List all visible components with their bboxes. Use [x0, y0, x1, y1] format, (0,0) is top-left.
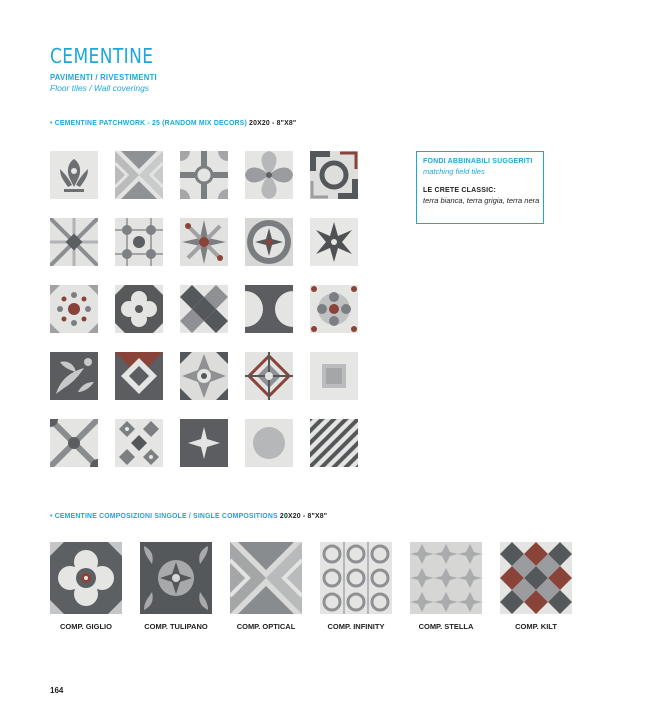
- comp-infinity[interactable]: [320, 542, 392, 631]
- comp-optical[interactable]: [230, 542, 302, 631]
- diagonal-bands-tile[interactable]: [310, 419, 358, 467]
- page-title: CEMENTINE: [50, 44, 154, 68]
- page-number: 164: [50, 686, 64, 695]
- circle-tile[interactable]: [245, 419, 293, 467]
- subtitle-english: Floor tiles / Wall coverings: [50, 83, 150, 93]
- diamond-grid-tile[interactable]: [115, 419, 163, 467]
- checker-diamond-tile[interactable]: [180, 285, 228, 333]
- corner-stripes-tile[interactable]: [310, 151, 358, 199]
- dark-star-tile[interactable]: [180, 419, 228, 467]
- comp-optical-label: COMP. OPTICAL: [236, 622, 296, 631]
- section-single-heading: [50, 511, 327, 520]
- section-patchwork-heading: [50, 118, 296, 127]
- suggested-heading-english: matching field tiles: [423, 167, 485, 176]
- square-tile[interactable]: [310, 352, 358, 400]
- suggested-field-tiles-box: [416, 151, 544, 224]
- section-single-label: • CEMENTINE COMPOSIZIONI SINGOLE / SINGLE COMPOSITIONS: [50, 511, 278, 520]
- lattice-tile[interactable]: [180, 151, 228, 199]
- red-star-tile[interactable]: [180, 218, 228, 266]
- comp-optical-image: [230, 542, 302, 614]
- medallion-tile[interactable]: [245, 218, 293, 266]
- subtitle-italian: PAVIMENTI / RIVESTIMENTI: [50, 72, 157, 82]
- diagonal-stripes-tile[interactable]: [115, 151, 163, 199]
- comp-infinity-image: [320, 542, 392, 614]
- x-cross-tile[interactable]: [50, 419, 98, 467]
- lattice-cross-tile[interactable]: [50, 218, 98, 266]
- suggested-series: LE CRETE CLASSIC:: [423, 187, 497, 194]
- section-patchwork-size: 20X20 - 8"X8": [249, 118, 297, 127]
- comp-kilt[interactable]: [500, 542, 572, 631]
- star-ring-tile[interactable]: [180, 352, 228, 400]
- dot-rosette-tile[interactable]: [50, 285, 98, 333]
- rosette-tile[interactable]: [310, 285, 358, 333]
- arc-tile[interactable]: [245, 285, 293, 333]
- red-diamond-tile[interactable]: [115, 352, 163, 400]
- section-single-size: 20X20 - 8"X8": [279, 511, 328, 520]
- comp-tulipano-label: COMP. TULIPANO: [144, 622, 208, 631]
- clover-tile[interactable]: [115, 285, 163, 333]
- comp-tulipano-image: [140, 542, 212, 614]
- comp-kilt-image: [500, 542, 572, 614]
- patchwork-tile-grid: [50, 151, 358, 467]
- comp-giglio-label: COMP. GIGLIO: [60, 622, 112, 631]
- suggested-heading: FONDI ABBINABILI SUGGERITI: [423, 158, 533, 165]
- petal-tile[interactable]: [245, 151, 293, 199]
- comp-kilt-label: COMP. KILT: [515, 622, 557, 631]
- suggested-colors: terra bianca, terra grigia, terra nera: [423, 196, 540, 205]
- section-patchwork-label: • CEMENTINE PATCHWORK - 25 (RANDOM MIX DECORS): [50, 118, 247, 127]
- floral-grid-tile[interactable]: [115, 218, 163, 266]
- comp-stella-image: [410, 542, 482, 614]
- leaf-swirl-tile[interactable]: [50, 352, 98, 400]
- comp-giglio[interactable]: [50, 542, 122, 631]
- tulip-tile[interactable]: [50, 151, 98, 199]
- comp-stella[interactable]: [410, 542, 482, 631]
- star-tile[interactable]: [310, 218, 358, 266]
- comp-infinity-label: COMP. INFINITY: [327, 622, 385, 631]
- comp-stella-label: COMP. STELLA: [418, 622, 474, 631]
- red-lattice-tile[interactable]: [245, 352, 293, 400]
- comp-tulipano[interactable]: [140, 542, 212, 631]
- comp-giglio-image: [50, 542, 122, 614]
